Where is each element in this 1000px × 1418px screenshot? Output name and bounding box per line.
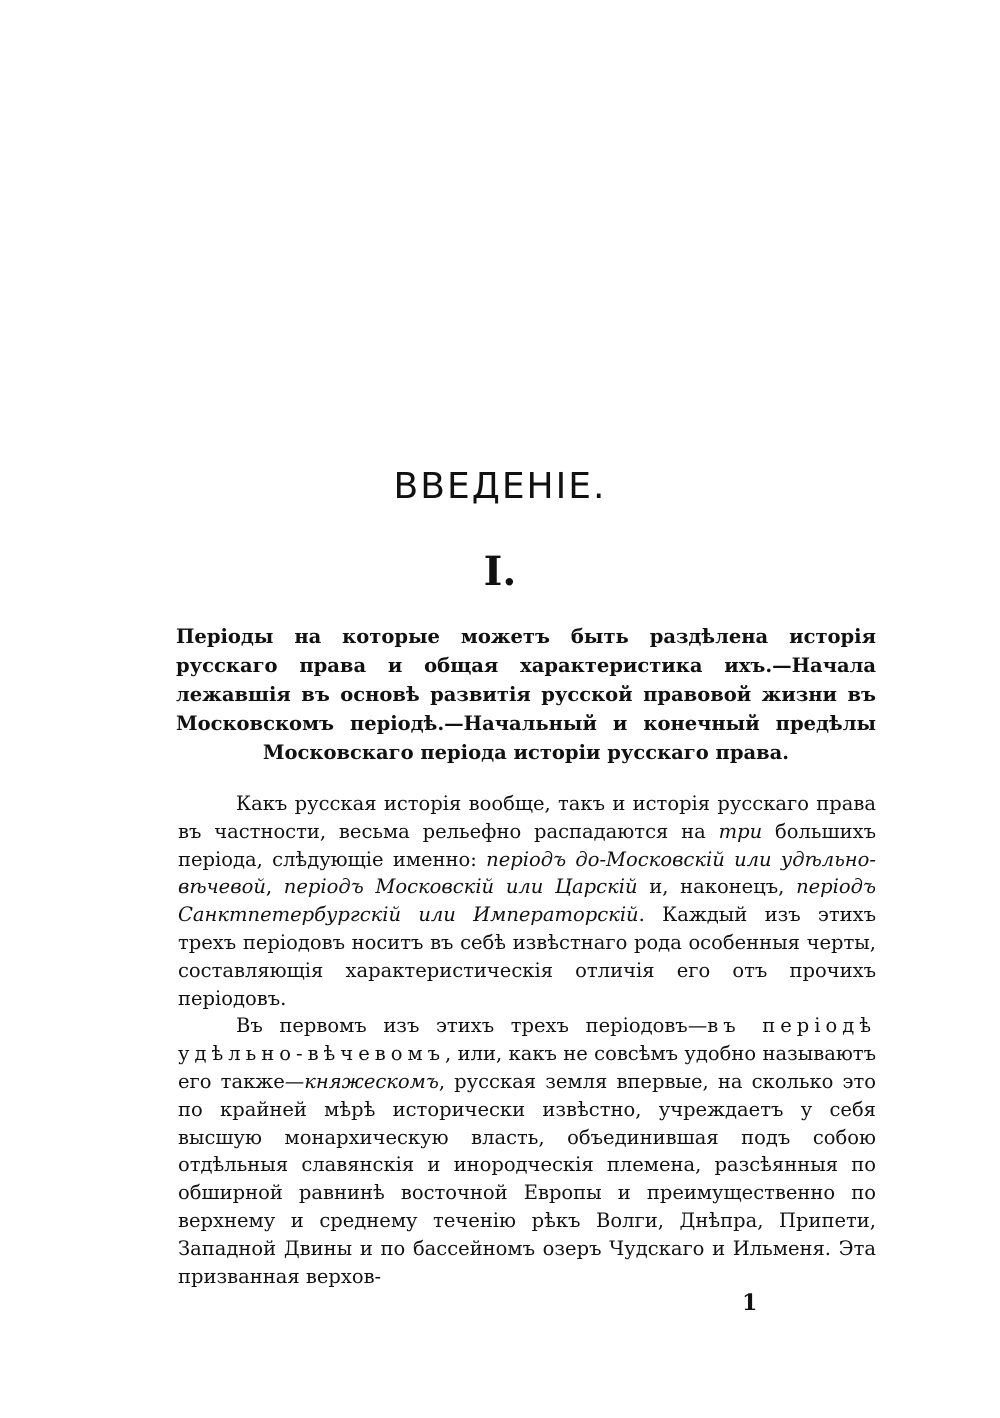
body-text (178, 790, 876, 1290)
emphasis-text: княжескомъ (304, 1069, 439, 1093)
emphasis-text: періодъ Санктпетербургскій или Императорскій (178, 875, 876, 927)
emphasis-text: періодъ Московскій или Царскій (283, 875, 638, 899)
text-run: , (265, 875, 284, 899)
text-run: , или, какъ не совсѣмъ удобно называютъ его также— (178, 1042, 876, 1093)
text-run: . Каждый изъ этихъ трехъ періодовъ носитъ въ себѣ извѣстнаго рода особенныя черты, составляющія характеристическія отличія его отъ прочихъ періодовъ. (178, 903, 877, 1010)
section-summary: Періоды на которые можетъ быть раздѣлена исторія русскаго права и общая характеристика ихъ.—Начала лежавшія въ основѣ развитія русской правовой жизни въ Московскомъ періодѣ.—Начальный и конечный предѣлы Московскаго періода исторіи русскаго права. (176, 625, 876, 764)
page-number: 1 (742, 1290, 758, 1316)
section-number: I. (483, 548, 517, 595)
spaced-text: въ періодѣ удѣльно-вѣчевомъ (178, 1014, 876, 1066)
paragraph-2 (178, 1012, 876, 1290)
text-run: большихъ періода, слѣдующіе именно: (178, 819, 876, 871)
emphasis-text: періодъ до-Московскій или удѣльно-вѣчевой (178, 847, 876, 899)
text-run: , русская земля впервые, на сколько это по крайней мѣрѣ исторически извѣстно, учреждаетъ у себя высшую монархическую власть, объединившая подъ собою отдѣльныя славянскія и инородческія племена, разсѣянныя по обширной равнинѣ восточной Европы и преимущественно по верхнему и среднему теченію рѣкъ Волги, Днѣпра, Припети, Западной Двины и по бассейномъ озеръ Чудскаго и Ильменя. Эта призванная верхов- (178, 1069, 877, 1288)
text-run: Какъ русская исторія вообще, такъ и исторія русскаго права въ частности, весьма рельефно распадаются на (178, 792, 876, 843)
chapter-heading: ВВЕДЕНІЕ. (393, 466, 607, 507)
text-run: Въ первомъ изъ этихъ трехъ періодовъ— (236, 1014, 708, 1038)
text-run: и, наконецъ, (637, 875, 797, 899)
emphasis-text: три (718, 819, 763, 843)
paragraph-1 (178, 790, 876, 1012)
